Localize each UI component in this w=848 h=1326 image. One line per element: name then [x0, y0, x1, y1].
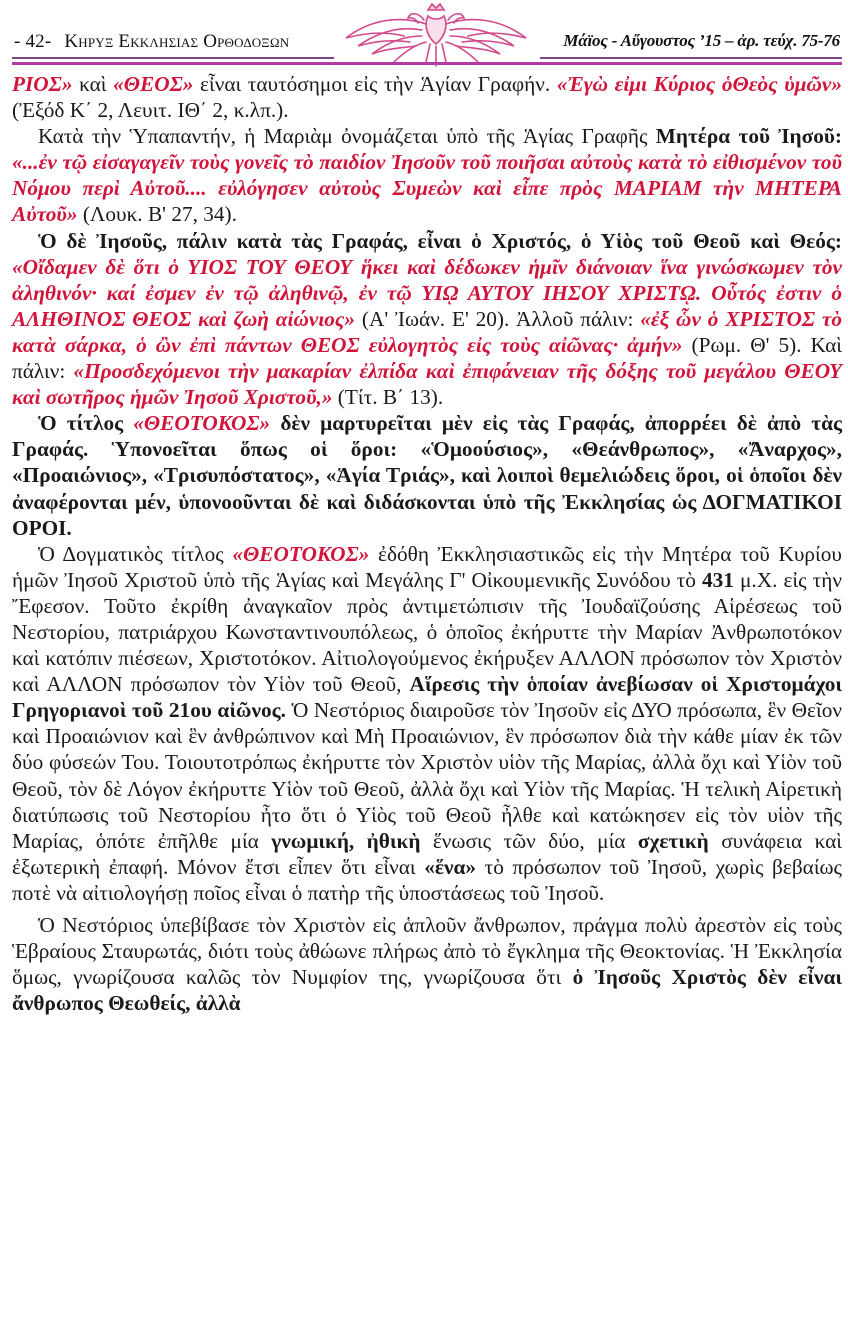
bold-text: Αἵρεσις τὴν ὁποίαν ἀνεβίωσαν οἱ Χριστομάχοι Γρηγοριανοὶ τοῦ 21ου αἰῶνος. — [12, 672, 842, 723]
bold-text: 431 — [701, 567, 734, 592]
paragraph — [12, 228, 842, 411]
bold-text: δὲν μαρτυρεῖται μὲν εἰς τὰς Γραφάς, ἀπορρέει δὲ ἀπὸ τὰς Γραφάς. Ὑπονοεῖται ὅπως οἱ ὅροι: «Ὁμοούσιος», «Θεάνθρωπος», «Ἄναρχος», «Προαιώνιος», «Τρισυπόστατος», «Ἁγία Τριάς», καὶ λοιποὶ θεμελιώδεις ὅροι, οἱ ὁποῖοι δὲν ἀναφέρονται μέν, ὑπονοοῦνται δὲ καὶ διδάσκονται ὑπὸ τῆς Ἐκκλησίας ὡς ΔΟΓΜΑΤΙΚΟΙ ΟΡΟΙ. — [12, 411, 842, 540]
paragraph — [12, 541, 842, 906]
journal-title: Κηρυξ Εκκλησιας Ορθοδοξων — [64, 31, 290, 52]
bold-text: Ὁ τίτλος — [38, 411, 134, 436]
body-text: (Ρωμ. Θ' 5). Καὶ πάλιν: — [12, 332, 842, 384]
body-text: καὶ — [72, 72, 114, 96]
article-body — [12, 71, 842, 1016]
paragraph — [12, 912, 842, 1016]
scripture-quote: «ἐξ ὧν ὁ ΧΡΙΣΤΟΣ τὸ κατὰ σάρκα, ὁ ὢν ἐπὶ πάντων ΘΕΟΣ εὐλογητὸς εἰς τοὺς αἰῶνας· ἀμήν» — [12, 306, 842, 357]
body-text: (Ἐξόδ Κ΄ 2, Λευιτ. ΙΘ΄ 2, κ.λπ.). — [12, 98, 289, 123]
paragraph — [12, 123, 842, 227]
scripture-quote: «ΘΕΟΤΟΚΟΣ» — [133, 411, 271, 436]
header-left — [14, 31, 289, 53]
body-text: Ὁ Νεστόριος διαιροῦσε τὸν Ἰησοῦν εἰς ΔΥΟ πρόσωπα, ἓν Θεῖον καὶ Προαιώνιον καὶ ἓν ἀνθρώπινον καὶ Μὴ Προαιώνιον, ἓν πρόσωπον διὰ τὴν κάθε μίαν ἐκ τῶν δύο φύσεών Του. Τοιουτοτρόπως ἐκήρυττε τὸν Χριστὸν υἱὸν τῆς Μαρίας, ἀλλὰ ὄχι καὶ Υἱὸν τοῦ Θεοῦ, τὸν δὲ Λόγον ἐκήρυττε Υἱὸν τοῦ Θεοῦ, ἀλλὰ ὄχι καὶ Υἱὸν τῆς Μαρίας. Ἡ τελικὴ Αἱρετικὴ διατύπωσις τοῦ Νεστορίου ἦτο ὅτι ὁ Υἱὸς τοῦ Θεοῦ ἦλθε καὶ κατώκησεν εἰς τὸν υἱὸν τῆς Μαρίας, ὁπότε ἐπῆλθε μία — [12, 698, 843, 853]
bold-text: ὁ Ἰησοῦς Χριστὸς δὲν εἶναι ἄνθρωπος Θεωθείς, ἀλλὰ — [12, 965, 842, 1016]
body-text: ἐδόθη Ἐκκλησιαστικῶς εἰς τὴν Μητέρα τοῦ Κυρίου ἡμῶν Ἰησοῦ Χριστοῦ ὑπὸ τῆς Ἁγίας καὶ Μεγάλης Γ' Οἰκουμενικῆς Συνόδου τὸ — [12, 541, 842, 592]
body-text: Ὁ Δογματικὸς τίτλος — [38, 541, 233, 566]
body-text: συνάφεια καὶ ἐξωτερικὴ ἐπαφή. Μόνον ἔτσι εἶπεν ὅτι εἶναι — [12, 828, 843, 879]
body-text: τὸ πρόσωπον τοῦ Ἰησοῦ, χωρὶς βεβαίως ποτὲ νὰ αἰτιολογήσῃ ποῖος εἶναι ὁ πατὴρ τῆς ὑποστάσεως τοῦ Ἰησοῦ. — [12, 854, 842, 905]
header-rule-left — [12, 57, 334, 59]
body-text: Ὁ Νεστόριος ὑπεβίβασε τὸν Χριστὸν εἰς ἁπλοῦν ἄνθρωπον, πράγμα πολὺ ἀρεστὸν εἰς τοὺς Ἑβραίους Σταυρωτάς, διότι τοὺς ἀθώωνε πλήρως ἀπὸ τὸ ἔγκλημα τῆς Θεοκτονίας. Ἡ Ἐκκλησία ὅμως, γνωρίζουσα καλῶς τὸν Νυμφίον της, γνωρίζουσα ὅτι — [12, 913, 842, 990]
bold-text: «ἕνα» — [424, 854, 477, 879]
body-text: (Τίτ. Β΄ 13). — [332, 385, 444, 410]
scripture-quote: «ΘΕΟΣ» — [113, 72, 194, 96]
scripture-quote: ΡΙΟΣ» — [12, 72, 73, 96]
scripture-quote: «...ἐν τῷ εἰσαγαγεῖν τοὺς γονεῖς τὸ παιδίον Ἰησοῦν τοῦ ποιῆσαι αὐτοὺς κατὰ τὸ εἰθισμένον τοῦ Νόμου περὶ Αὐτοῦ.... εὐλόγησεν αὐτοὺς Συμεὼν καὶ εἶπε πρὸς ΜΑΡΙΑΜ τὴν ΜΗΤΕΡΑ Αὐτοῦ» — [12, 150, 842, 227]
header-rule-right — [540, 57, 842, 59]
body-text: Κατὰ τὴν Ὑπαπαντήν, ἡ Μαριὰμ ὀνομάζεται ὑπὸ τῆς Ἁγίας Γραφῆς — [38, 124, 656, 149]
scripture-quote: «Ἐγὼ εἰμι Κύριος ὁΘεὸς ὑμῶν» — [556, 72, 843, 96]
page-header — [0, 0, 848, 74]
bold-text: Ὁ δὲ Ἰησοῦς, πάλιν κατὰ τὰς Γραφάς, εἶναι ὁ Χριστός, ὁ Υἱὸς τοῦ Θεοῦ καὶ Θεός: — [38, 228, 842, 253]
paragraph — [12, 410, 842, 540]
header-bar — [12, 62, 842, 65]
bold-text: σχετικὴ — [637, 828, 709, 853]
body-text: (Λουκ. Β' 27, 34). — [77, 202, 237, 227]
scripture-quote: «ΘΕΟΤΟΚΟΣ» — [232, 541, 370, 566]
issue-info: Μάϊος - Αὔγουστος ’15 – ἀρ. τεύχ. 75-76 — [563, 31, 840, 50]
bold-text: Μητέρα τοῦ Ἰησοῦ: — [655, 124, 843, 149]
body-text: μ.Χ. εἰς τὴν Ἔφεσον. Τοῦτο ἐκρίθη ἀναγκαῖον πρὸς ἀντιμετώπισιν τῆς Ἰουδαϊζούσης Αἱρέσεως τοῦ Νεστορίου, πατριάρχου Κωνσταντινουπόλεως, ὁ ὁποῖος ἐκήρυττε τὴν Μαρίαν Ἀνθρωποτόκον καὶ κατόπιν πιέσεων, Χριστοτόκον. Αἰτιολογούμενος ἐκήρυξεν ΑΛΛΟΝ πρόσωπον τὸν Χριστὸν καὶ ΑΛΛΟΝ πρόσωπον τὸν Υἱὸν τοῦ Θεοῦ, — [12, 567, 842, 697]
bold-text: γνωμική, ἠθικὴ — [271, 828, 421, 853]
scripture-quote: «Προσδεχόμενοι τὴν μακαρίαν ἐλπίδα καὶ ἐπιφάνειαν τῆς δόξης τοῦ μεγάλου ΘΕΟΥ καὶ σωτῆρος ἡμῶν Ἰησοῦ Χριστοῦ,» — [12, 359, 843, 410]
scripture-quote: «Οἴδαμεν δὲ ὅτι ὁ ΥΙΟΣ ΤΟΥ ΘΕΟΥ ἥκει καὶ δέδωκεν ἡμῖν διάνοιαν ἵνα γινώσκωμεν τὸν ἀληθινόν· καί ἐσμεν ἐν τῷ ἀληθινῷ, ἐν τῷ ΥΙῼ ΑΥΤΟΥ ΙΗΣΟΥ ΧΡΙΣΤῼ. Οὗτός ἐστιν ὁ ΑΛΗΘΙΝΟΣ ΘΕΟΣ καὶ ζωὴ αἰώνιος» — [12, 254, 842, 331]
body-text: ἕνωσις τῶν δύο, μία — [420, 828, 638, 853]
body-text: εἶναι ταυτόσημοι εἰς τὴν Ἁγίαν Γραφήν. — [193, 72, 557, 96]
double-headed-eagle-icon — [332, 2, 540, 70]
body-text: (Α' Ἰωάν. Ε' 20). Ἀλλοῦ πάλιν: — [355, 306, 641, 331]
paragraph — [12, 71, 842, 123]
page-number: - 42- — [14, 31, 52, 52]
